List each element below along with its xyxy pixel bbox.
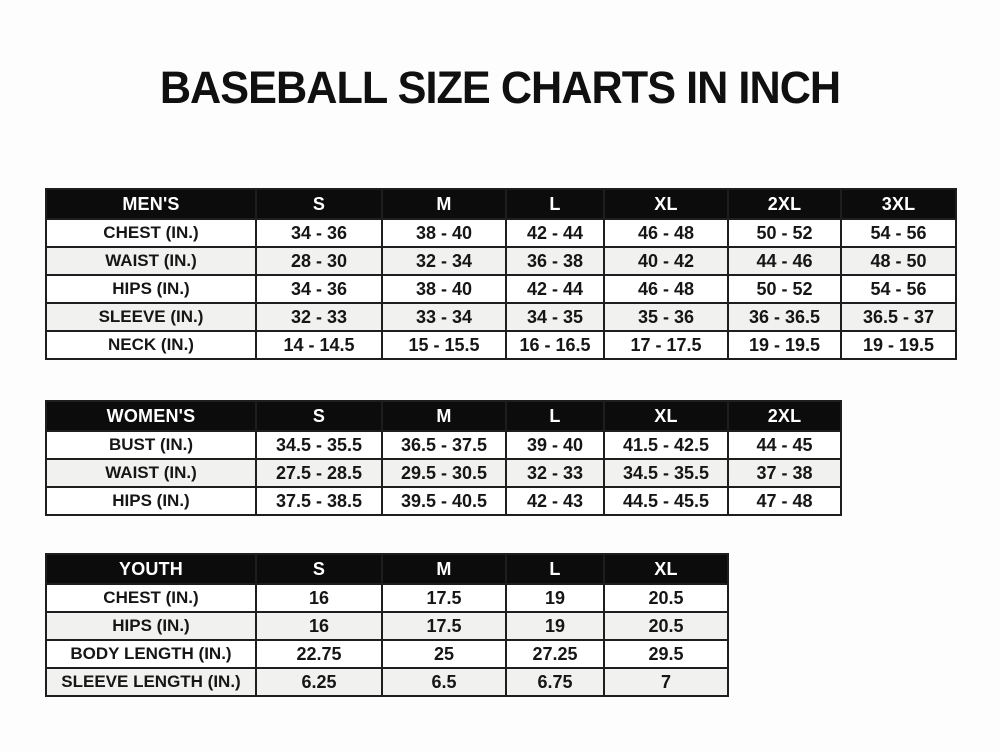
mens-size-table <box>45 188 957 360</box>
row-label: WAIST (IN.) <box>46 247 256 275</box>
size-value-cell: 46 - 48 <box>604 275 728 303</box>
size-value-cell: 17 - 17.5 <box>604 331 728 359</box>
row-label: CHEST (IN.) <box>46 219 256 247</box>
size-value-cell: 17.5 <box>382 584 506 612</box>
column-header-l: L <box>506 401 604 431</box>
header-row <box>46 401 841 431</box>
size-value-cell: 16 - 16.5 <box>506 331 604 359</box>
size-value-cell: 36 - 36.5 <box>728 303 841 331</box>
size-value-cell: 32 - 33 <box>256 303 382 331</box>
size-value-cell: 20.5 <box>604 584 728 612</box>
table-row <box>46 275 956 303</box>
size-value-cell: 29.5 - 30.5 <box>382 459 506 487</box>
size-value-cell: 35 - 36 <box>604 303 728 331</box>
size-value-cell: 41.5 - 42.5 <box>604 431 728 459</box>
mens-size-table-container <box>45 188 957 360</box>
table-row <box>46 487 841 515</box>
table-row <box>46 431 841 459</box>
size-value-cell: 42 - 44 <box>506 219 604 247</box>
size-value-cell: 42 - 44 <box>506 275 604 303</box>
size-value-cell: 34.5 - 35.5 <box>256 431 382 459</box>
size-value-cell: 39 - 40 <box>506 431 604 459</box>
size-value-cell: 19 - 19.5 <box>841 331 956 359</box>
womens-size-table-container <box>45 400 842 516</box>
page-title: BASEBALL SIZE CHARTS IN INCH <box>159 62 841 113</box>
row-label: CHEST (IN.) <box>46 584 256 612</box>
column-header-m: M <box>382 554 506 584</box>
column-header-3xl: 3XL <box>841 189 956 219</box>
table-title-cell: YOUTH <box>46 554 256 584</box>
size-value-cell: 34.5 - 35.5 <box>604 459 728 487</box>
size-value-cell: 54 - 56 <box>841 275 956 303</box>
womens-size-table <box>45 400 842 516</box>
size-value-cell: 39.5 - 40.5 <box>382 487 506 515</box>
header-row <box>46 554 728 584</box>
size-value-cell: 36.5 - 37 <box>841 303 956 331</box>
column-header-m: M <box>382 401 506 431</box>
size-value-cell: 36 - 38 <box>506 247 604 275</box>
column-header-l: L <box>506 189 604 219</box>
row-label: HIPS (IN.) <box>46 275 256 303</box>
size-value-cell: 44 - 45 <box>728 431 841 459</box>
size-value-cell: 16 <box>256 584 382 612</box>
size-value-cell: 6.5 <box>382 668 506 696</box>
size-value-cell: 28 - 30 <box>256 247 382 275</box>
size-value-cell: 6.75 <box>506 668 604 696</box>
column-header-xl: XL <box>604 554 728 584</box>
size-value-cell: 37.5 - 38.5 <box>256 487 382 515</box>
size-value-cell: 34 - 35 <box>506 303 604 331</box>
size-value-cell: 47 - 48 <box>728 487 841 515</box>
table-title-cell: MEN'S <box>46 189 256 219</box>
size-value-cell: 7 <box>604 668 728 696</box>
size-value-cell: 50 - 52 <box>728 275 841 303</box>
row-label: SLEEVE (IN.) <box>46 303 256 331</box>
table-row <box>46 640 728 668</box>
size-value-cell: 20.5 <box>604 612 728 640</box>
size-value-cell: 16 <box>256 612 382 640</box>
column-header-s: S <box>256 554 382 584</box>
youth-size-table-container <box>45 553 729 697</box>
row-label: WAIST (IN.) <box>46 459 256 487</box>
table-row <box>46 303 956 331</box>
header-row <box>46 189 956 219</box>
row-label: SLEEVE LENGTH (IN.) <box>46 668 256 696</box>
size-value-cell: 48 - 50 <box>841 247 956 275</box>
size-value-cell: 19 - 19.5 <box>728 331 841 359</box>
table-row <box>46 247 956 275</box>
size-value-cell: 33 - 34 <box>382 303 506 331</box>
size-value-cell: 38 - 40 <box>382 275 506 303</box>
size-value-cell: 19 <box>506 612 604 640</box>
size-value-cell: 27.25 <box>506 640 604 668</box>
size-value-cell: 14 - 14.5 <box>256 331 382 359</box>
table-title-cell: WOMEN'S <box>46 401 256 431</box>
column-header-xl: XL <box>604 401 728 431</box>
row-label: HIPS (IN.) <box>46 487 256 515</box>
size-value-cell: 44 - 46 <box>728 247 841 275</box>
size-value-cell: 44.5 - 45.5 <box>604 487 728 515</box>
size-value-cell: 29.5 <box>604 640 728 668</box>
size-value-cell: 27.5 - 28.5 <box>256 459 382 487</box>
size-value-cell: 46 - 48 <box>604 219 728 247</box>
size-value-cell: 34 - 36 <box>256 219 382 247</box>
size-value-cell: 17.5 <box>382 612 506 640</box>
youth-size-table <box>45 553 729 697</box>
row-label: NECK (IN.) <box>46 331 256 359</box>
table-row <box>46 331 956 359</box>
size-value-cell: 32 - 34 <box>382 247 506 275</box>
size-value-cell: 37 - 38 <box>728 459 841 487</box>
size-value-cell: 15 - 15.5 <box>382 331 506 359</box>
table-row <box>46 612 728 640</box>
column-header-xl: XL <box>604 189 728 219</box>
size-value-cell: 34 - 36 <box>256 275 382 303</box>
table-row <box>46 584 728 612</box>
size-value-cell: 50 - 52 <box>728 219 841 247</box>
size-value-cell: 36.5 - 37.5 <box>382 431 506 459</box>
size-value-cell: 19 <box>506 584 604 612</box>
size-value-cell: 42 - 43 <box>506 487 604 515</box>
column-header-2xl: 2XL <box>728 189 841 219</box>
size-value-cell: 38 - 40 <box>382 219 506 247</box>
column-header-s: S <box>256 189 382 219</box>
size-value-cell: 22.75 <box>256 640 382 668</box>
column-header-m: M <box>382 189 506 219</box>
table-row <box>46 668 728 696</box>
table-row <box>46 219 956 247</box>
size-value-cell: 32 - 33 <box>506 459 604 487</box>
row-label: BODY LENGTH (IN.) <box>46 640 256 668</box>
size-value-cell: 25 <box>382 640 506 668</box>
size-value-cell: 6.25 <box>256 668 382 696</box>
size-value-cell: 40 - 42 <box>604 247 728 275</box>
row-label: BUST (IN.) <box>46 431 256 459</box>
column-header-s: S <box>256 401 382 431</box>
size-value-cell: 54 - 56 <box>841 219 956 247</box>
column-header-l: L <box>506 554 604 584</box>
table-row <box>46 459 841 487</box>
column-header-2xl: 2XL <box>728 401 841 431</box>
row-label: HIPS (IN.) <box>46 612 256 640</box>
